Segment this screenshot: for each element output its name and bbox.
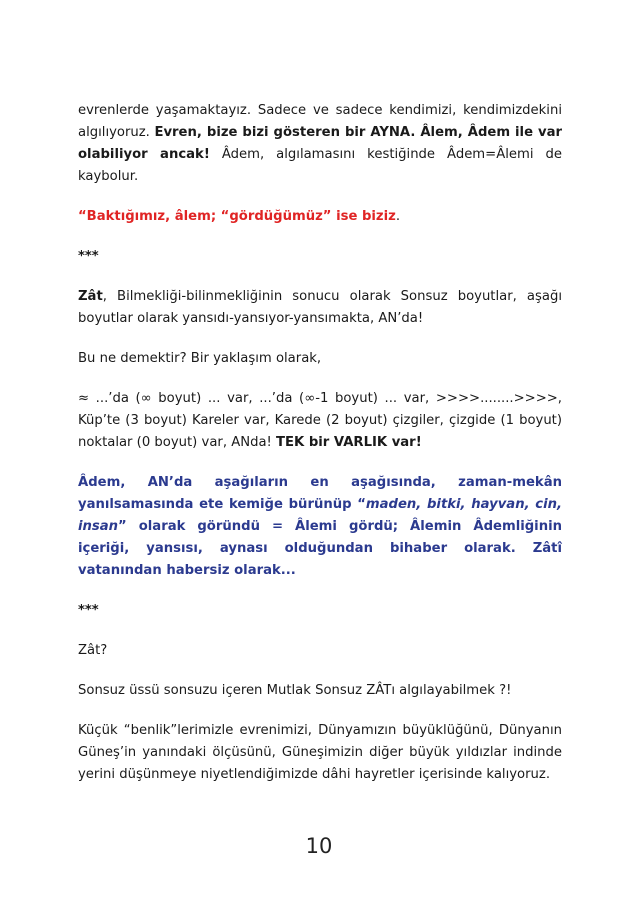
paragraph-4: Bu ne demektir? Bir yaklaşım olarak, [78, 351, 322, 366]
paragraph-6-end: ” olarak göründü = Âlemi gördü; Âlemin Âdemliğinin içeriği, yansısı, aynası olduğundan bihaber olarak. Zâtî vatanından habersiz olarak... [78, 519, 562, 578]
paragraph-5-text: ≈ ...’da (∞ boyut) ... var, ...’da (∞-1 boyut) ... var, >>>>........>>>>, Küp’te (3 boyut) Kareler var, Karede (2 boyut) çizgiler, çizgide (1 boyut) noktalar (0 boyut) var, ANda! [78, 391, 562, 450]
separator-1: *** [78, 249, 99, 264]
page-body [78, 100, 562, 804]
paragraph-3 [78, 286, 562, 330]
red-quote-end: . [395, 209, 401, 224]
red-quote: “Baktığımız, âlem; “gördüğümüz” ise biziz [78, 209, 396, 224]
paragraph-3-bold: Zât [78, 289, 103, 304]
paragraph-6-italic: maden, bitki, hayvan, cin, insan [78, 497, 562, 534]
paragraph-5-bold: TEK bir VARLIK var! [276, 435, 422, 450]
separator-2: *** [78, 603, 99, 618]
paragraph-1-bold: Evren, bize bizi gösteren bir AYNA. Âlem, Âdem ile var olabiliyor ancak! [78, 125, 562, 162]
paragraph-1 [78, 100, 562, 188]
paragraph-3-text: , Bilmekliği-bilinmekliğinin sonucu olarak Sonsuz boyutlar, aşağı boyutlar olarak yansıdı-yansıyor-yansımakta, AN’da! [78, 289, 562, 326]
paragraph-6 [78, 472, 562, 582]
paragraph-1-end: Âdem, algılamasını kestiğinde Âdem=Âlemi de kaybolur. [78, 147, 562, 184]
paragraph-1-text: evrenlerde yaşamaktayız. Sadece ve sadece kendimizi, kendimizdekini algılıyoruz. [78, 103, 562, 140]
paragraph-8: Sonsuz üssü sonsuzu içeren Mutlak Sonsuz ZÂTı algılayabilmek ?! [78, 683, 512, 698]
paragraph-9: Küçük “benlik”lerimizle evrenimizi, Dünyamızın büyüklüğünü, Dünyanın Güneş’in yanındaki ölçüsünü, Güneşimizin diğer büyük yıldızlar indinde yerini düşünmeye niyetlendiğimizde dâhi hayretler içerisinde kalıyoruz. [78, 723, 562, 782]
paragraph-5 [78, 388, 562, 454]
paragraph-7: Zât? [78, 643, 108, 658]
page-number: 10 [305, 834, 333, 858]
paragraph-2 [78, 206, 562, 228]
paragraph-6-text: Âdem, AN’da aşağıların en aşağısında, zaman-mekân yanılsamasında ete kemiğe bürünüp “ [78, 475, 562, 512]
